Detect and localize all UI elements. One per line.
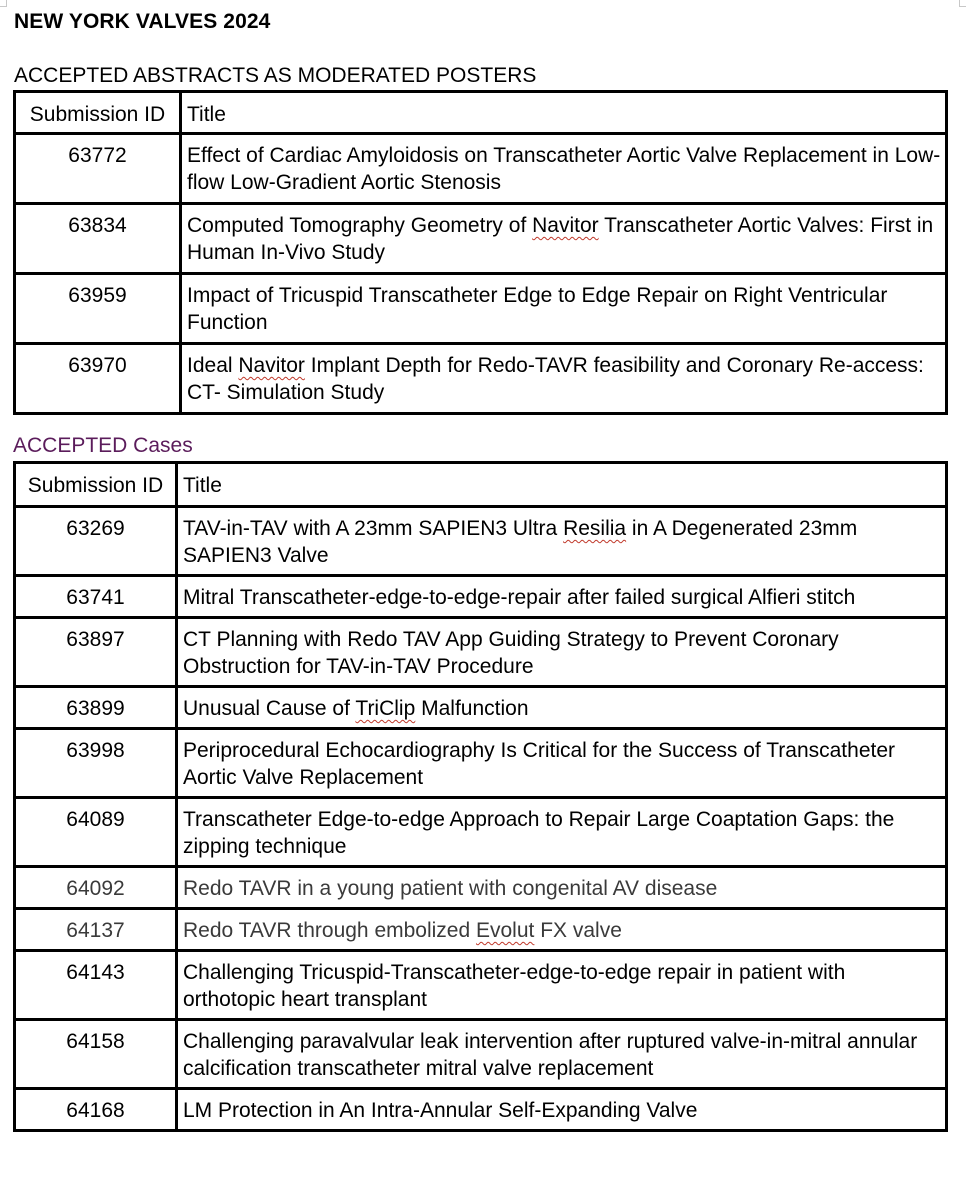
submission-id-cell: 63741 — [15, 576, 177, 618]
title-cell — [177, 909, 947, 951]
submission-id-cell: 63899 — [15, 687, 177, 729]
title-cell: Challenging paravalvular leak intervention after ruptured valve-in-mitral annular calcification transcatheter mitral valve replacement — [177, 1020, 947, 1089]
title-cell: Challenging Tricuspid-Transcatheter-edge-to-edge repair in patient with orthotopic heart transplant — [177, 951, 947, 1020]
table-row — [15, 1089, 947, 1131]
title-text: Unusual Cause of — [183, 697, 356, 720]
title-text: Redo TAVR through embolized — [183, 919, 476, 942]
submission-id-cell: 64092 — [15, 867, 177, 909]
title-text: TAV-in-TAV with A 23mm SAPIEN3 Ultra — [183, 517, 564, 540]
submission-id-cell: 63772 — [15, 134, 181, 204]
cases-col-header-id: Submission ID — [15, 463, 177, 507]
abstracts-col-header-title: Title — [181, 92, 947, 134]
table-row — [15, 274, 947, 344]
title-text: Ideal — [187, 354, 239, 377]
table-row — [15, 134, 947, 204]
title-cell: Transcatheter Edge-to-edge Approach to Repair Large Coaptation Gaps: the zipping technique — [177, 798, 947, 867]
document-title: NEW YORK VALVES 2024 — [14, 10, 271, 33]
page-corner-mark-right — [959, 0, 966, 7]
table-row — [15, 867, 947, 909]
submission-id-cell: 63897 — [15, 618, 177, 687]
spellcheck-flagged-word: Resilia — [563, 517, 627, 540]
spellcheck-flagged-word: Navitor — [238, 354, 305, 377]
table-row — [15, 909, 947, 951]
table-row — [15, 507, 947, 576]
title-cell: Impact of Tricuspid Transcatheter Edge to Edge Repair on Right Ventricular Function — [181, 274, 947, 344]
submission-id-cell: 63959 — [15, 274, 181, 344]
title-cell — [177, 687, 947, 729]
table-row — [15, 798, 947, 867]
submission-id-cell: 63970 — [15, 344, 181, 414]
table-row — [15, 204, 947, 274]
spellcheck-flagged-word: Evolut — [476, 919, 535, 942]
submission-id-cell: 64158 — [15, 1020, 177, 1089]
title-cell: Mitral Transcatheter-edge-to-edge-repair after failed surgical Alfieri stitch — [177, 576, 947, 618]
submission-id-cell: 63269 — [15, 507, 177, 576]
submission-id-cell: 64089 — [15, 798, 177, 867]
title-cell — [177, 507, 947, 576]
table-row — [15, 729, 947, 798]
table-row — [15, 1020, 947, 1089]
abstracts-heading: ACCEPTED ABSTRACTS AS MODERATED POSTERS — [14, 64, 537, 87]
title-cell: Periprocedural Echocardiography Is Critical for the Success of Transcatheter Aortic Valve Replacement — [177, 729, 947, 798]
table-row — [15, 951, 947, 1020]
title-text: Transcatheter Aortic Valves: First in Human In-Vivo Study — [187, 214, 934, 264]
submission-id-cell: 64168 — [15, 1089, 177, 1131]
title-cell: Effect of Cardiac Amyloidosis on Transcatheter Aortic Valve Replacement in Low-flow Low-Gradient Aortic Stenosis — [181, 134, 947, 204]
abstracts-table — [13, 90, 948, 415]
cases-col-header-title: Title — [177, 463, 947, 507]
title-text: Implant Depth for Redo-TAVR feasibility and Coronary Re-access: CT- Simulation Study — [187, 354, 924, 404]
table-row — [15, 618, 947, 687]
title-text: Computed Tomography Geometry of — [187, 214, 533, 237]
submission-id-cell: 63998 — [15, 729, 177, 798]
title-text: Malfunction — [415, 697, 529, 720]
title-text: in A Degenerated 23mm SAPIEN3 Valve — [183, 517, 858, 567]
title-cell — [181, 344, 947, 414]
title-cell: LM Protection in An Intra-Annular Self-Expanding Valve — [177, 1089, 947, 1131]
cases-table — [13, 461, 948, 1132]
table-row — [15, 687, 947, 729]
spellcheck-flagged-word: TriClip — [355, 697, 416, 720]
page-corner-mark-left — [0, 0, 7, 7]
table-row — [15, 344, 947, 414]
table-row — [15, 576, 947, 618]
title-cell: CT Planning with Redo TAV App Guiding Strategy to Prevent Coronary Obstruction for TAV-in-TAV Procedure — [177, 618, 947, 687]
abstracts-col-header-id: Submission ID — [15, 92, 181, 134]
title-cell — [181, 204, 947, 274]
title-text: FX valve — [534, 919, 622, 942]
submission-id-cell: 64143 — [15, 951, 177, 1020]
title-cell: Redo TAVR in a young patient with congenital AV disease — [177, 867, 947, 909]
submission-id-cell: 64137 — [15, 909, 177, 951]
spellcheck-flagged-word: Navitor — [532, 214, 599, 237]
abstracts-table-header-row — [15, 92, 947, 134]
cases-table-header-row — [15, 463, 947, 507]
cases-heading: ACCEPTED Cases — [13, 434, 193, 457]
submission-id-cell: 63834 — [15, 204, 181, 274]
